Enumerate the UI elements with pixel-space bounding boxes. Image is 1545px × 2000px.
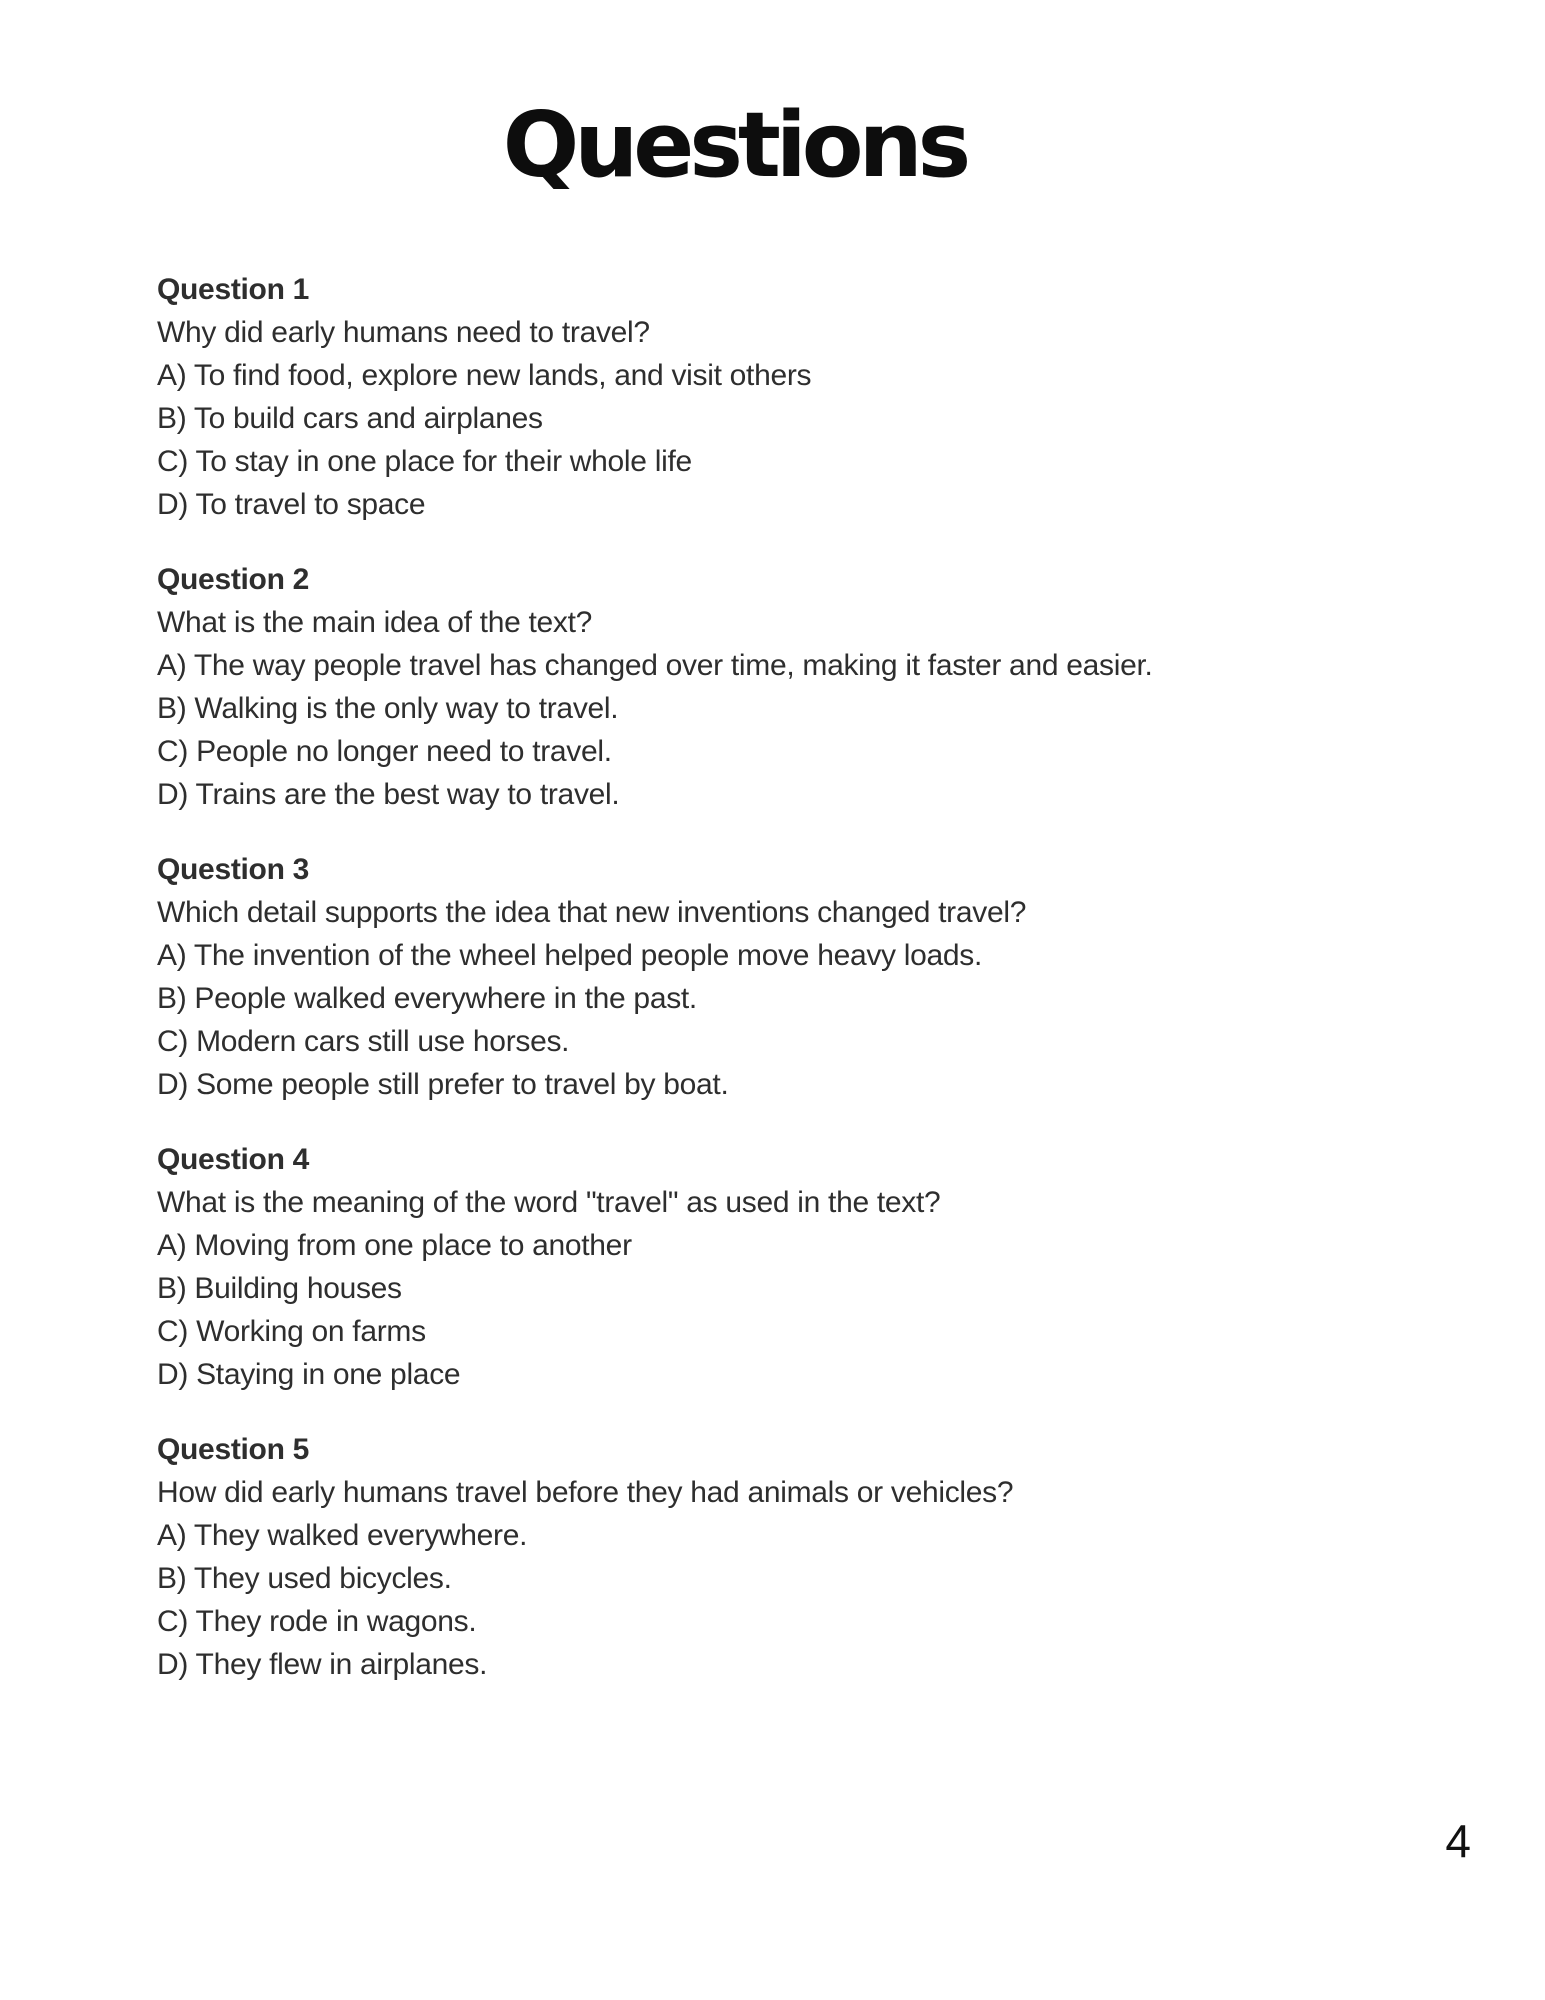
- answer-option-d: D) They flew in airplanes.: [157, 1648, 488, 1681]
- answer-option-a: A) The way people travel has changed over time, making it faster and easier.: [157, 649, 1153, 682]
- answer-option-d: D) To travel to space: [157, 488, 426, 521]
- answer-option-b: B) Walking is the only way to travel.: [157, 692, 619, 725]
- answer-option-c: C) To stay in one place for their whole life: [157, 445, 692, 478]
- question-block-5: [157, 1428, 1317, 1686]
- question-heading: Question 2: [157, 563, 310, 596]
- answer-option-c: C) Working on farms: [157, 1315, 426, 1348]
- questions-list: [157, 268, 1317, 1718]
- answer-option-a: A) To find food, explore new lands, and visit others: [157, 359, 812, 392]
- answer-option-d: D) Staying in one place: [157, 1358, 461, 1391]
- question-heading: Question 5: [157, 1433, 310, 1466]
- question-block-2: [157, 558, 1317, 816]
- answer-option-a: A) The invention of the wheel helped people move heavy loads.: [157, 939, 983, 972]
- answer-option-d: D) Trains are the best way to travel.: [157, 778, 620, 811]
- question-text: How did early humans travel before they had animals or vehicles?: [157, 1476, 1014, 1509]
- page-title: Questions: [502, 93, 967, 198]
- question-block-4: [157, 1138, 1317, 1396]
- answer-option-c: C) People no longer need to travel.: [157, 735, 612, 768]
- answer-option-c: C) Modern cars still use horses.: [157, 1025, 570, 1058]
- question-heading: Question 4: [157, 1143, 310, 1176]
- page-number: 4: [1445, 1815, 1471, 1867]
- answer-option-b: B) Building houses: [157, 1272, 402, 1305]
- answer-option-b: B) People walked everywhere in the past.: [157, 982, 697, 1015]
- answer-option-b: B) To build cars and airplanes: [157, 402, 543, 435]
- question-heading: Question 3: [157, 853, 310, 886]
- question-text: What is the meaning of the word "travel" as used in the text?: [157, 1186, 941, 1219]
- question-text: What is the main idea of the text?: [157, 606, 593, 639]
- answer-option-a: A) They walked everywhere.: [157, 1519, 528, 1552]
- answer-option-a: A) Moving from one place to another: [157, 1229, 632, 1262]
- question-block-3: [157, 848, 1317, 1106]
- question-text: Which detail supports the idea that new inventions changed travel?: [157, 896, 1027, 929]
- answer-option-d: D) Some people still prefer to travel by boat.: [157, 1068, 729, 1101]
- answer-option-b: B) They used bicycles.: [157, 1562, 452, 1595]
- answer-option-c: C) They rode in wagons.: [157, 1605, 477, 1638]
- question-text: Why did early humans need to travel?: [157, 316, 650, 349]
- question-block-1: [157, 268, 1317, 526]
- question-heading: Question 1: [157, 273, 310, 306]
